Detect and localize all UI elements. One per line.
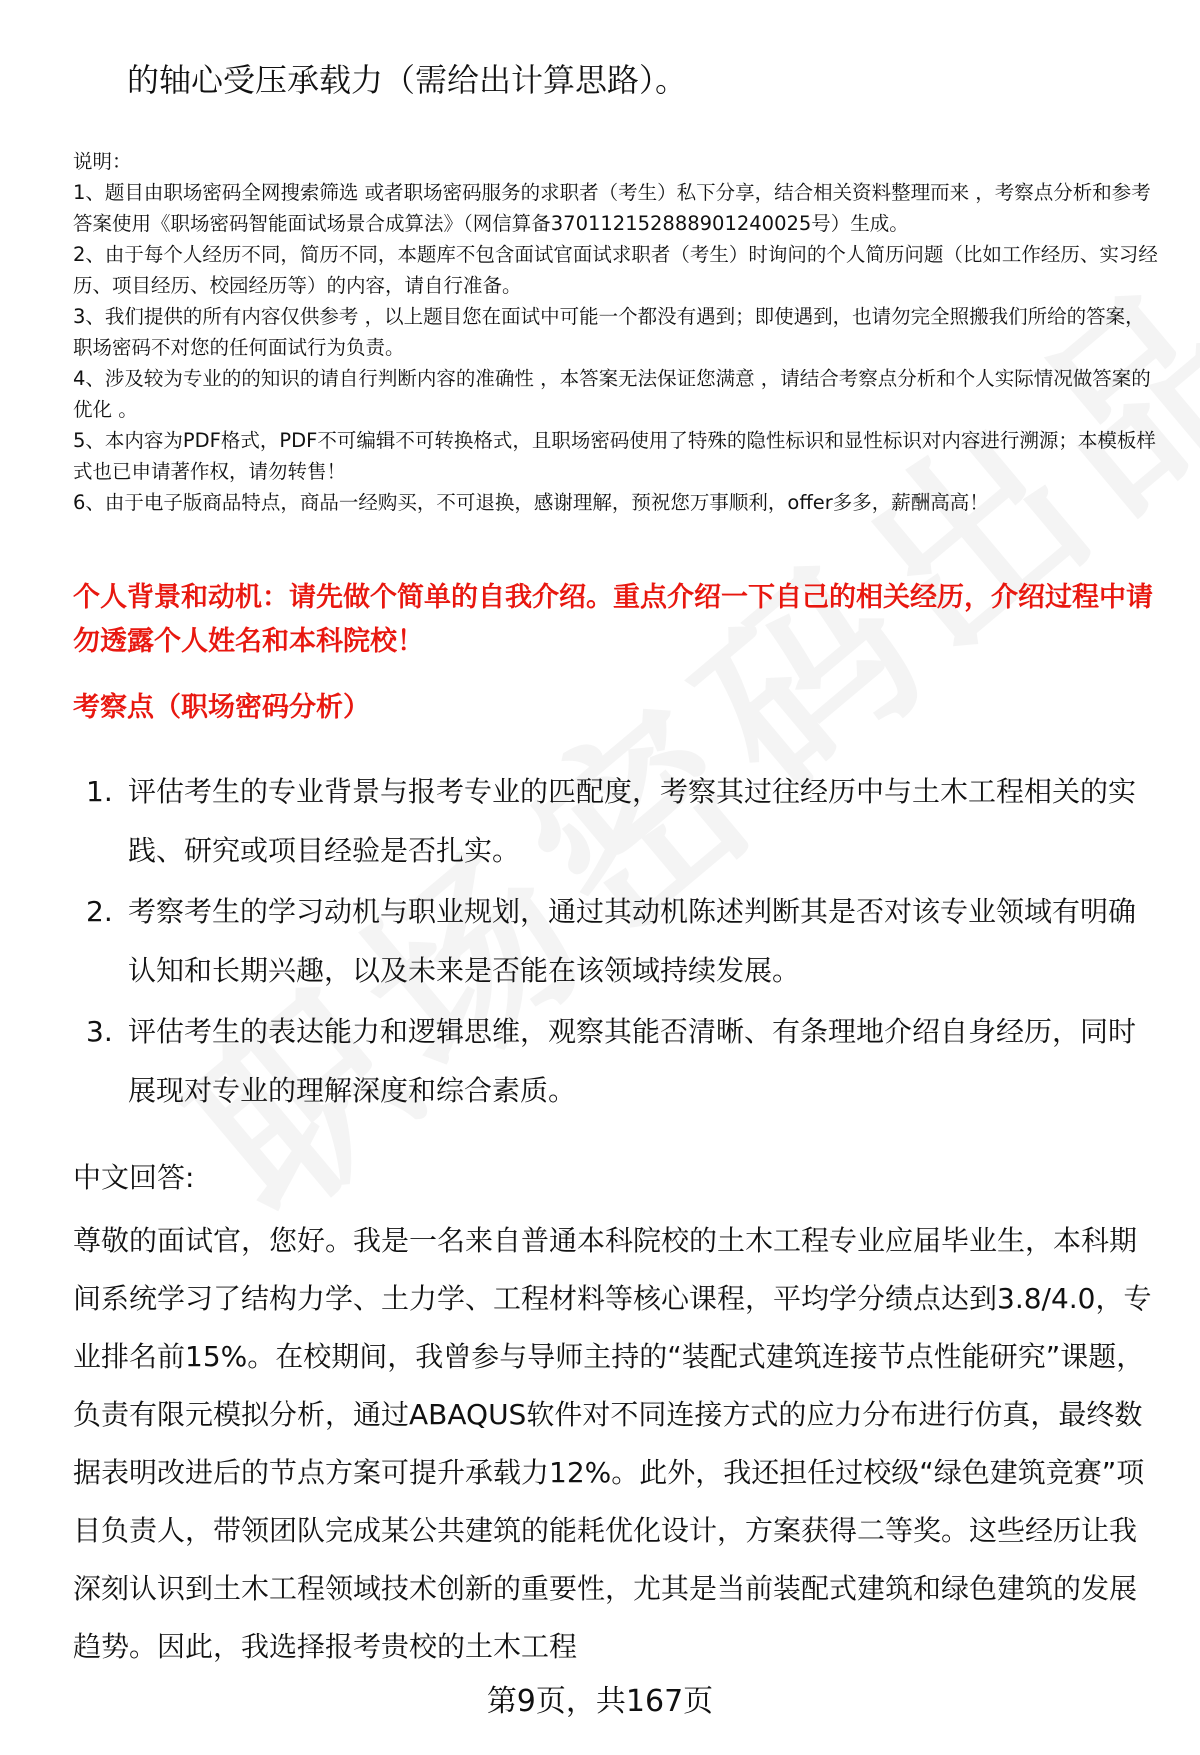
list-number: 1. (86, 775, 113, 808)
list-text: 考察考生的学习动机与职业规划，通过其动机陈述判断其是否对该专业领域有明确认知和长期兴趣，以及未来是否能在该领域持续发展。 (128, 895, 1137, 987)
answer-label: 中文回答: (73, 1161, 195, 1194)
list-text: 评估考生的专业背景与报考专业的匹配度，考察其过往经历中与土木工程相关的实践、研究或项目经验是否扎实。 (128, 775, 1137, 867)
analysis-points (73, 762, 1143, 1122)
question-heading: 个人背景和动机：请先做个简单的自我介绍。重点介绍一下自己的相关经历，介绍过程中请勿透露个人姓名和本科院校！ (73, 582, 1153, 657)
list-item (73, 762, 1143, 880)
question-continuation: 的轴心受压承载力（需给出计算思路）。 (127, 61, 688, 99)
note-item: 6、由于电子版商品特点，商品一经购买，不可退换，感谢理解，预祝您万事顺利，offer多多，薪酬高高！ (73, 491, 989, 514)
note-item: 4、涉及较为专业的的知识的请自行判断内容的准确性 ，本答案无法保证您满意 ，请结合考察点分析和个人实际情况做答案的优化 。 (73, 367, 1151, 421)
list-text: 评估考生的表达能力和逻辑思维，观察其能否清晰、有条理地介绍自身经历，同时展现对专业的理解深度和综合素质。 (128, 1015, 1137, 1107)
note-item: 3、我们提供的所有内容仅供参考 ，以上题目您在面试中可能一个都没有遇到；即使遇到，也请勿完全照搬我们所给的答案，职场密码不对您的任何面试行为负责。 (73, 305, 1145, 359)
list-number: 3. (86, 1015, 113, 1048)
list-item (73, 1002, 1143, 1120)
list-item (73, 882, 1143, 1000)
note-item: 5、本内容为PDF格式，PDF不可编辑不可转换格式，且职场密码使用了特殊的隐性标识和显性标识对内容进行溯源；本模板样式也已申请著作权，请勿转售！ (73, 429, 1156, 483)
note-item: 2、由于每个人经历不同，简历不同，本题库不包含面试官面试求职者（考生）时询问的个人简历问题（比如工作经历、实习经历、项目经历、校园经历等）的内容，请自行准备。 (73, 243, 1158, 297)
notes-section (73, 146, 1163, 518)
analysis-heading: 考察点（职场密码分析） (73, 692, 370, 723)
list-number: 2. (86, 895, 113, 928)
page-number: 第9页，共167页 (486, 1684, 714, 1719)
notes-title: 说明： (73, 150, 132, 173)
answer-text: 尊敬的面试官，您好。我是一名来自普通本科院校的土木工程专业应届毕业生，本科期间系统学习了结构力学、土力学、工程材料等核心课程，平均学分绩点达到3.8/4.0，专业排名前15%。在校期间，我曾参与导师主持的“装配式建筑连接节点性能研究”课题，负责有限元模拟分析，通过ABAQUS软件对不同连接方式的应力分布进行仿真，最终数据表明改进后的节点方案可提升承载力12%。此外，我还担任过校级“绿色建筑竞赛”项目负责人，带领团队完成某公共建筑的能耗优化设计，方案获得二等奖。这些经历让我深刻认识到土木工程领域技术创新的重要性，尤其是当前装配式建筑和绿色建筑的发展趋势。因此，我选择报考贵校的土木工程 (73, 1224, 1152, 1663)
note-item: 1、题目由职场密码全网搜索筛选 或者职场密码服务的求职者（考生）私下分享，结合相关资料整理而来 ，考察点分析和参考答案使用《职场密码智能面试场景合成算法》（网信算备370112152888901240025号）生成。 (73, 181, 1151, 235)
